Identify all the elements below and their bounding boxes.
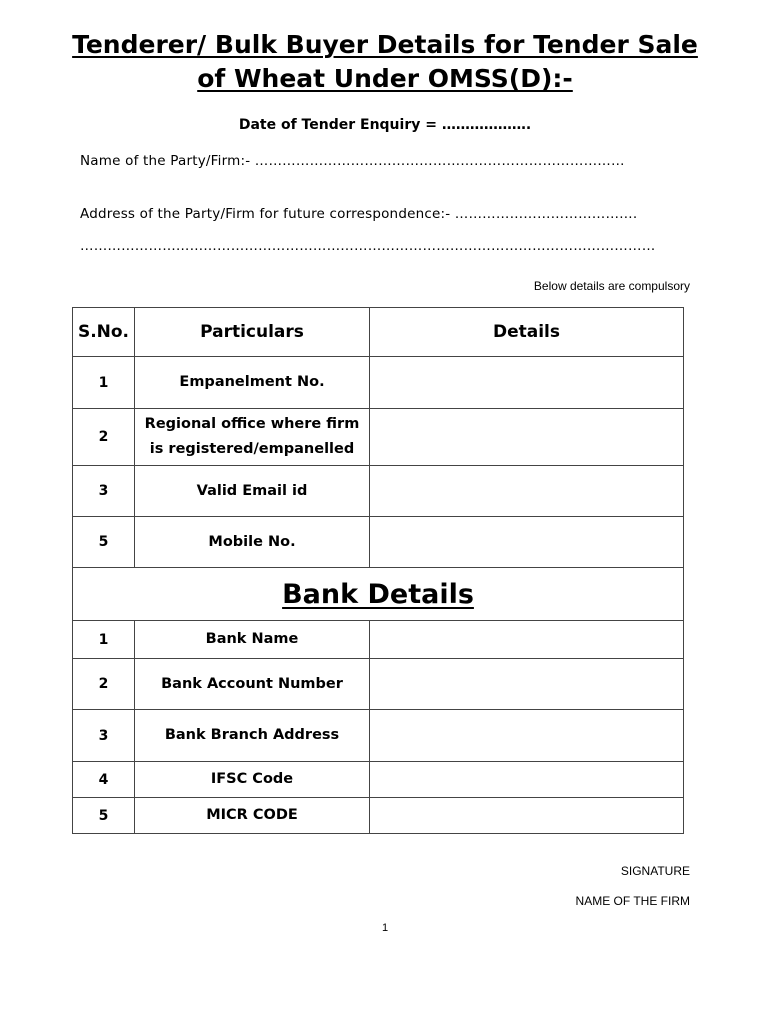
- title-line-1: Tenderer/ Bulk Buyer Details for Tender Sale: [72, 30, 698, 59]
- regional-office-field[interactable]: [370, 409, 684, 466]
- details-table: [72, 307, 684, 834]
- table-header-row: [73, 308, 684, 357]
- header-particulars: Particulars: [135, 308, 370, 357]
- bank-name-field[interactable]: [370, 621, 684, 659]
- table-row: [73, 659, 684, 710]
- row-particular: Valid Email id: [135, 466, 370, 517]
- header-details: Details: [370, 308, 684, 357]
- table-row: [73, 517, 684, 568]
- row-particular: Empanelment No.: [135, 357, 370, 409]
- table-row: [73, 798, 684, 834]
- row-sno: 5: [73, 798, 135, 834]
- empanelment-no-field[interactable]: [370, 357, 684, 409]
- party-name-line: Name of the Party/Firm:- ………………………………………………………………………: [80, 153, 625, 169]
- row-particular: MICR CODE: [135, 798, 370, 834]
- compulsory-note: Below details are compulsory: [533, 279, 690, 293]
- row-particular: Bank Branch Address: [135, 710, 370, 762]
- row-particular: Regional office where firm is registered/empanelled: [135, 409, 370, 466]
- micr-code-field[interactable]: [370, 798, 684, 834]
- row-particular: Mobile No.: [135, 517, 370, 568]
- table-row: [73, 357, 684, 409]
- address-continuation-line: ………………………………………………………………………………………………………………: [80, 238, 656, 254]
- table-row: [73, 466, 684, 517]
- table-row: [73, 710, 684, 762]
- bank-details-heading: Bank Details: [73, 568, 684, 621]
- row-sno: 3: [73, 466, 135, 517]
- title-line-2: of Wheat Under OMSS(D):-: [197, 64, 573, 93]
- page-number: 1: [381, 922, 389, 934]
- date-of-tender-enquiry: Date of Tender Enquiry = ……………….: [238, 117, 532, 133]
- row-particular: IFSC Code: [135, 762, 370, 798]
- header-sno: S.No.: [73, 308, 135, 357]
- party-address-line: Address of the Party/Firm for future correspondence:- ………………………………….: [80, 206, 638, 222]
- firm-name-label: NAME OF THE FIRM: [575, 894, 690, 908]
- row-particular: Bank Account Number: [135, 659, 370, 710]
- row-sno: 1: [73, 357, 135, 409]
- ifsc-code-field[interactable]: [370, 762, 684, 798]
- row-sno: 2: [73, 659, 135, 710]
- bank-heading-row: [73, 568, 684, 621]
- row-sno: 4: [73, 762, 135, 798]
- row-sno: 3: [73, 710, 135, 762]
- table-row: [73, 409, 684, 466]
- email-field[interactable]: [370, 466, 684, 517]
- bank-branch-address-field[interactable]: [370, 710, 684, 762]
- signature-label: SIGNATURE: [620, 864, 690, 878]
- mobile-no-field[interactable]: [370, 517, 684, 568]
- table-row: [73, 762, 684, 798]
- row-sno: 5: [73, 517, 135, 568]
- bank-account-number-field[interactable]: [370, 659, 684, 710]
- table-row: [73, 621, 684, 659]
- row-sno: 2: [73, 409, 135, 466]
- row-particular: Bank Name: [135, 621, 370, 659]
- row-sno: 1: [73, 621, 135, 659]
